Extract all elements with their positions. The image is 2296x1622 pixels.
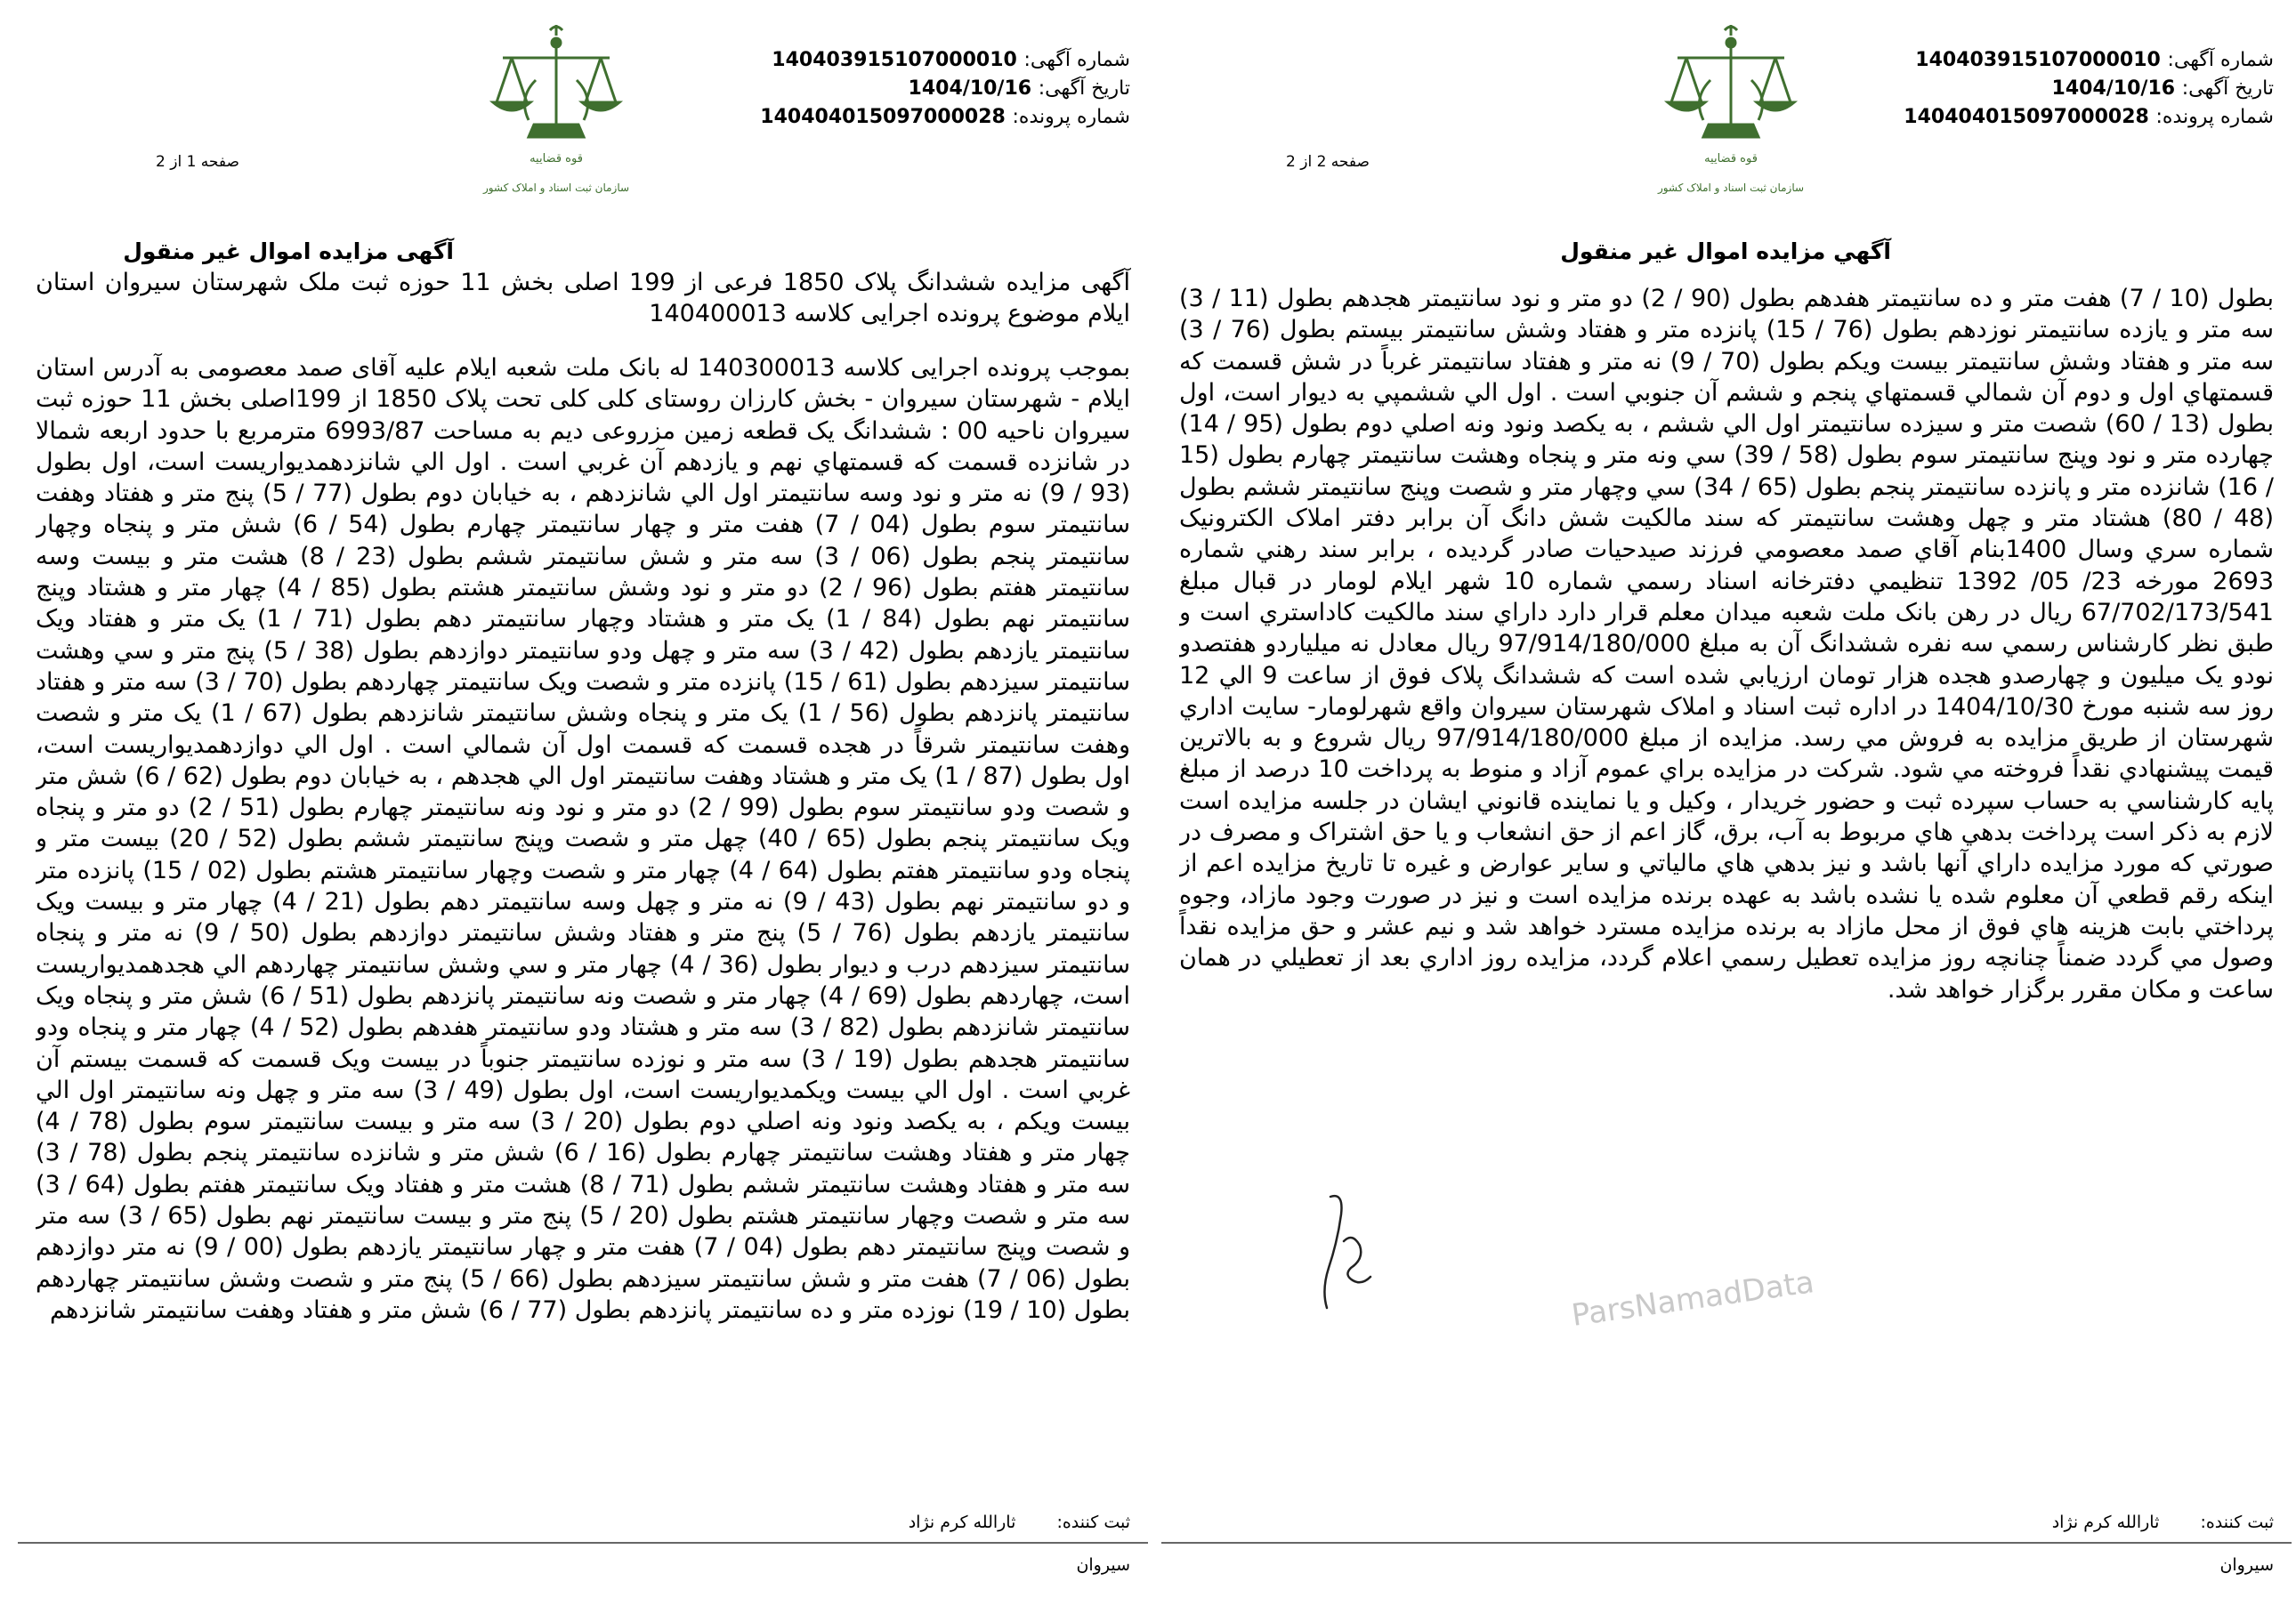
ad-date-label: تاریخ آگهی: xyxy=(2181,77,2274,100)
registrar-label: ثبت کننده: xyxy=(2200,1513,2274,1532)
signature-icon xyxy=(1295,1188,1402,1326)
ad-number-label: شماره آگهی: xyxy=(1023,49,1130,71)
registrar-line xyxy=(909,1513,1130,1532)
ad-subtitle: آگهی مزایده ششدانگ پلاک 1850 فرعی از 199 اصلی بخش 11 حوزه ثبت ملک شهرستان سیروان استان ایلام موضوع پرونده اجرایی کلاسه 140400013 xyxy=(36,269,1130,327)
page-1 xyxy=(18,0,1148,1622)
ad-number: 140403915107000010 xyxy=(1915,49,2161,71)
watermark: ParsNamadData xyxy=(1569,1264,1816,1334)
logo-text-top: قوه قضاییه xyxy=(1704,152,1758,165)
city-name: سیروان xyxy=(1076,1555,1130,1575)
case-number: 140404015097000028 xyxy=(1904,106,2149,128)
registrar-name: ثارالله کرم نژاد xyxy=(908,1513,1016,1532)
page-number: صفحه 1 از 2 xyxy=(156,153,239,171)
judiciary-emblem-icon xyxy=(1655,18,1807,205)
ad-body-text: بموجب پرونده اجرایی کلاسه 140300013 له بانک ملت شعبه ایلام علیه آقای صمد معصومی به آدرس استان ایلام - شهرستان سیروان - بخش کارزان روستای کلی کلی تحت پلاک 1850 از 199اصلی بخش 11 حوزه ثبت سیروان ناحیه 00 : ششدانگ یک قطعه زمین مزروعی دیم به مساحت 6993/87 مترمربع با حدود اربعه شمالا در شانزده قسمت که قسمتهاي نهم و يازدهم آن غربي است . اول الي شانزدهمديواريست است، اول بطول (93 / 9) نه متر و نود وسه سانتيمتر اول الي شانزدهم ، به خيابان دوم بطول (77 / 5) پنج متر و هفتاد وهفت سانتيمتر سوم بطول (04 / 7) هفت متر و چهار سانتيمتر چهارم بطول (54 / 6) شش متر و پنجاه وچهار سانتيمتر پنجم بطول (06 / 3) سه متر و شش سانتيمتر ششم بطول (23 / 8) هشت متر و بيست وسه سانتيمتر هفتم بطول (96 / 2) دو متر و نود وشش سانتيمتر هشتم بطول (85 / 4) چهار متر و هشتاد وپنج سانتيمتر نهم بطول (84 / 1) يک متر و هشتاد وچهار سانتيمتر دهم بطول (71 / 1) يک متر و هفتاد ويک سانتيمتر يازدهم بطول (42 / 3) سه متر و چهل ودو سانتيمتر دوازدهم بطول (38 / 5) پنج متر و سي وهشت سانتيمتر سيزدهم بطول (61 / 15) پانزده متر و شصت ويک سانتيمتر چهاردهم بطول (70 / 3) سه متر و هفتاد سانتيمتر پانزدهم بطول (56 / 1) يک متر و پنجاه وشش سانتيمتر شانزدهم بطول (67 / 1) يک متر و شصت وهفت سانتيمتر شرقاً در هجده قسمت که قسمت اول آن شمالي است . اول الي دوازدهمديواريست است، اول بطول (87 / 1) يک متر و هشتاد وهفت سانتيمتر اول الي هجدهم ، به خيابان دوم بطول (62 / 6) شش متر و شصت ودو سانتيمتر سوم بطول (99 / 2) دو متر و نود ونه سانتيمتر چهارم بطول (51 / 2) دو متر و پنجاه ويک سانتيمتر پنجم بطول (65 / 40) چهل متر و شصت وپنج سانتيمتر ششم بطول (52 / 20) بيست متر و پنجاه ودو سانتيمتر هفتم بطول (64 / 4) چهار متر و شصت وچهار سانتيمتر هشتم بطول (02 / 15) پانزده متر و دو سانتيمتر نهم بطول (43 / 9) نه متر و چهل وسه سانتيمتر دهم بطول (21 / 4) چهار متر و بيست ويک سانتيمتر يازدهم بطول (76 / 5) پنج متر و هفتاد وشش سانتيمتر دوازدهم بطول (50 / 9) نه متر و پنجاه سانتيمتر سيزدهم درب و ديوار بطول (36 / 4) چهار متر و سي وشش سانتيمتر چهاردهم الي هجدهمديواريست است، چهاردهم بطول (69 / 4) چهار متر و شصت ونه سانتيمتر پانزدهم بطول (51 / 6) شش متر و پنجاه ويک سانتيمتر شانزدهم بطول (82 / 3) سه متر و هشتاد ودو سانتيمتر هفدهم بطول (52 / 4) چهار متر و پنجاه ودو سانتيمتر هجدهم بطول (19 / 3) سه متر و نوزده سانتيمتر جنوباً در بيست ويک قسمت که قسمت بيستم آن غربي است . اول الي بيست ويکمديواريست است، اول بطول (49 / 3) سه متر و چهل ونه سانتيمتر اول الي بيست ويکم ، به يکصد ونود ونه اصلي دوم بطول (20 / 3) سه متر و بيست سانتيمتر سوم بطول (78 / 4) چهار متر و هفتاد وهشت سانتيمتر چهارم بطول (16 / 6) شش متر و شانزده سانتيمتر پنجم بطول (78 / 3) سه متر و هفتاد وهشت سانتيمتر ششم بطول (71 / 8) هشت متر و هفتاد ويک سانتيمتر هفتم بطول (64 / 3) سه متر و شصت وچهار سانتيمتر هشتم بطول (20 / 5) پنج متر و بيست سانتيمتر نهم بطول (65 / 3) سه متر و شصت وپنج سانتيمتر دهم بطول (04 / 7) هفت متر و چهار سانتيمتر يازدهم بطول (00 / 9) نه متر دوازدهم بطول (06 / 7) هفت متر و شش سانتيمتر سيزدهم بطول (66 / 5) پنج متر و شصت وشش سانتيمتر چهاردهم بطول (10 / 19) نوزده متر و ده سانتيمتر پانزدهم بطول (77 / 6) شش متر و هفتاد وهفت سانتيمتر شانزدهم xyxy=(36,354,1130,1324)
logo-text-top: قوه قضاییه xyxy=(530,152,583,165)
registrar-name: ثارالله کرم نژاد xyxy=(2051,1513,2160,1532)
page-title: آگهی مزایده اموال غیر منقول xyxy=(123,238,454,264)
case-number-label: شماره پرونده: xyxy=(1012,106,1130,128)
registrar-label: ثبت کننده: xyxy=(1056,1513,1130,1532)
ad-number-label: شماره آگهی: xyxy=(2167,49,2274,71)
page-title: آگهي مزايده اموال غير منقول xyxy=(1560,238,1891,264)
page-number: صفحه 2 از 2 xyxy=(1286,153,1370,171)
judiciary-emblem-icon xyxy=(481,18,632,205)
city-name: سیروان xyxy=(2219,1555,2274,1575)
ad-header-info xyxy=(760,46,1130,132)
logo-text-bottom: سازمان ثبت اسناد و املاک کشور xyxy=(482,182,630,194)
page-2 xyxy=(1161,0,2292,1622)
ad-body-text: بطول (10 / 7) هفت متر و ده سانتيمتر هفدهم بطول (90 / 2) دو متر و نود سانتيمتر هجدهم بطول (11 / 3) سه متر و يازده سانتيمتر نوزدهم بطول (76 / 15) پانزده متر و هفتاد وشش سانتيمتر بيستم بطول (76 / 3) سه متر و هفتاد وشش سانتيمتر بيست ويکم بطول (70 / 9) نه متر و هفتاد سانتيمتر غرباً در شش قسمت که قسمتهاي اول و دوم آن شمالي قسمتهاي پنجم و ششم آن جنوبي است . اول الي ششمپي به ديوار است، اول بطول (13 / 60) شصت متر و سيزده سانتيمتر اول الي ششم ، به يکصد ونود ونه اصلي دوم بطول (95 / 14) چهارده متر و نود وپنج سانتيمتر سوم بطول (58 / 39) سي ونه متر و پنجاه وهشت سانتيمتر چهارم بطول (15 / 16) شانزده متر و پانزده سانتيمتر پنجم بطول (65 / 34) سي وچهار متر و شصت وپنج سانتيمتر ششم بطول (48 / 80) هشتاد متر و چهل وهشت سانتيمتر که سند مالکيت شش دانگ آن برابر دفتر املاک الکترونيک شماره سري وسال 1400بنام آقاي صمد معصومي فرزند صيدحيات صادر گرديده ، برابر سند رهني شماره 2693 مورخه 23/ 05/ 1392 تنظيمي دفترخانه اسناد رسمي شماره 10 شهر ايلام لومار در قبال مبلغ 67/702/173/541 ريال در رهن بانک ملت شعبه ميدان معلم قرار دارد داراي سند مالکيت کاداستري است و طبق نظر کارشناس رسمي سه نفره ششدانگ آن به مبلغ 97/914/180/000 ريال معادل نه ميلياردو هفتصدو نودو يک ميليون و چهارصدو هجده هزار تومان ارزيابي شده است که ششدانگ پلاک فوق از ساعت 9 الي 12 روز سه شنبه مورخ 1404/10/30 در اداره ثبت اسناد و املاک شهرستان سيروان واقع شهرلومار- سايت اداري شهرستان از طريق مزايده به فروش مي رسد. مزايده از مبلغ 97/914/180/000 ريال شروع و به بالاترين قيمت پيشنهادي نقداً فروخته مي شود. شرکت در مزايده براي عموم آزاد و منوط به پرداخت 10 درصد از مبلغ پايه کارشناسي به حساب سپرده ثبت و حضور خريدار ، وکيل و يا نماينده قانوني ايشان در جلسه مزايده است لازم به ذکر است پرداخت بدهي هاي مربوط به آب، برق، گاز اعم از حق انشعاب و يا حق اشتراک و مصرف در صورتي که مورد مزايده داراي آنها باشد و نيز بدهي هاي مالياتي و ساير عوارض و غيره تا تاريخ مزايده اعم از اينکه رقم قطعي آن معلوم شده يا نشده باشد به عهده برنده مزايده است و نيز در صورت وجود مازاد، وجوه پرداختي بابت هزينه هاي فوق از محل مازاد به برنده مزايده مسترد خواهد شد و نيم عشر و حق مزايده نقداً وصول مي گردد ضمناً چنانچه روز مزايده تعطيل رسمي اعلام گردد، مزايده روز اداري بعد از تعطيلي در همان ساعت و مکان مقرر برگزار خواهد شد. xyxy=(1179,285,2274,1004)
case-number-label: شماره پرونده: xyxy=(2155,106,2274,128)
ad-date-label: تاریخ آگهی: xyxy=(1038,77,1130,100)
case-number: 140404015097000028 xyxy=(760,106,1006,128)
ad-number: 140403915107000010 xyxy=(772,49,1017,71)
ad-date: 1404/10/16 xyxy=(908,77,1032,100)
ad-date: 1404/10/16 xyxy=(2051,77,2176,100)
footer-divider xyxy=(18,1542,1148,1544)
footer-divider xyxy=(1161,1542,2292,1544)
logo-text-bottom: سازمان ثبت اسناد و املاک کشور xyxy=(1657,182,1805,194)
registrar-line xyxy=(2052,1513,2274,1532)
ad-header-info xyxy=(1904,46,2274,132)
